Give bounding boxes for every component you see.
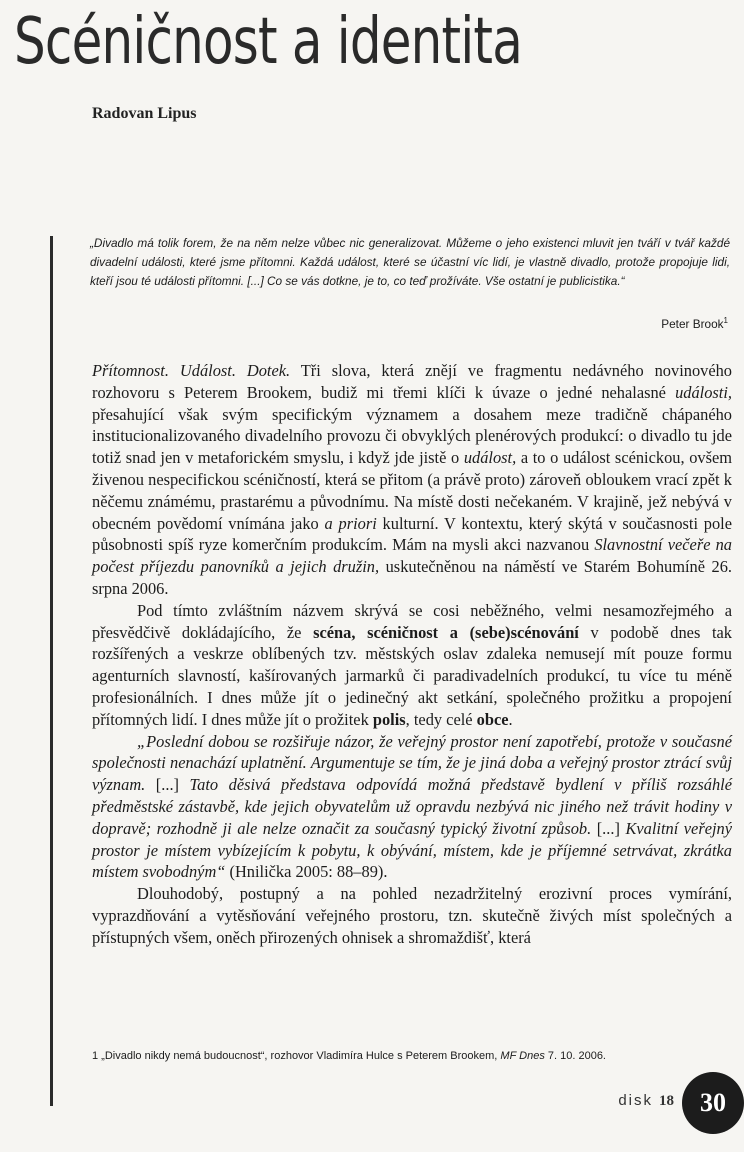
italic-span: Tato děsivá představa odpovídá možná představě bydlení v příliš rozsáhlé předměstské zástavbě, kde jejich obyvatelům už opravdu nezbývá nic jiného než trávit hodiny v dopravě; rozhodně ji ale nelze označit za současný typický životní způsob.: [92, 775, 732, 838]
text-span: Dlouhodobý, postupný a na pohled nezadržitelný erozivní proces vymírání, vyprazdňování a vytěsňování veřejného prostoru, tzn. skutečně živých míst společných a přístupných všem, oněch přirozených ohnisek a shromaždišť, která: [92, 884, 732, 947]
text-span: [...]: [145, 775, 190, 795]
article-body: [92, 360, 732, 949]
paragraph-2: [92, 600, 732, 731]
motto-author: [661, 316, 728, 331]
text-span: a to o událost scénickou, ovšem živenou nespecifickou scéničností, která se přitom (a právě proto) zároveň obloukem vrací zpět k něčemu známému, prastarému a původnímu. Na místě dosti nečekaném. V krajině, jež nebývá v obecném povědomí vnímána jako: [92, 448, 732, 533]
italic-span: Kvalitní veřejný prostor je místem vybízejícím k pobytu, k obývání, místem, kde je příjemné setrvávat, zkrátka místem svobodným“: [92, 818, 733, 882]
motto-quote: „Divadlo má tolik forem, že na něm nelze vůbec nic generalizovat. Můžeme o jeho existenci mluvit jen tváří v tvář každé divadelní události, které jsme přítomni. Každá událost, které se účastní víc lidí, je vlastně divadlo, protože propojuje lidi, kteří jsou té události přítomni. [...] Co se vás dotkne, je to, co teď prožíváte. Vše ostatní je publicistika.“: [90, 236, 730, 288]
motto-author-name: Peter Brook: [661, 316, 724, 331]
bold-span: polis: [372, 709, 406, 729]
italic-span: „Poslední dobou se rozšiřuje názor, že veřejný prostor není zapotřebí, protože v současné společnosti nenachází uplatnění. Argumentuje se tím, že je jiná doba a veřejný prostor ztrácí svůj význam.: [92, 731, 732, 795]
paragraph-4: [92, 883, 732, 948]
text-span: .: [508, 709, 513, 729]
italic-span: událost,: [463, 448, 517, 468]
text-span: [...]: [591, 818, 626, 838]
paragraph-3-quote: [92, 731, 732, 884]
italic-span: a priori: [324, 513, 377, 533]
lead-words: Přítomnost. Událost. Dotek.: [92, 361, 291, 380]
page-number: 30: [682, 1072, 744, 1134]
article-title: Scéničnost a identita: [14, 5, 523, 79]
journal-issue: [618, 1092, 674, 1110]
newspaper-name: MF Dnes: [500, 1050, 545, 1062]
text-span: Tři slova, která znějí ve fragmentu nedávného novinového rozhovoru s Peterem Brookem, budiž mi třemi klíči k úvaze o jedné nehalasné: [92, 361, 733, 402]
footnote: [92, 1050, 732, 1062]
motto-sidebar-line: [50, 236, 53, 1106]
footnote-marker: 1: [723, 316, 728, 325]
text-span: uskutečněnou na náměstí ve Starém Bohumíně 26. srpna 2006.: [92, 557, 733, 598]
bold-span: obce: [476, 709, 509, 729]
citation: (Hnilička 2005: 88–89).: [225, 862, 388, 882]
text-span: , tedy celé: [405, 709, 477, 729]
article-author: Radovan Lipus: [92, 105, 197, 122]
bold-span: scéna, scéničnost a (sebe)scénování: [313, 622, 579, 642]
paragraph-1: [92, 360, 732, 600]
journal-name: disk: [618, 1092, 653, 1109]
italic-span: události,: [675, 382, 732, 402]
text-span: kulturní. V kontextu, který skýtá v současnosti pole působnosti spíš ryze komerčním produkcím. Mám na mysli akci nazvanou: [92, 513, 733, 555]
text-span: přesahující však svým specifickým významem a dosahem meze tradičně chápaného institucionalizovaného divadelního provozu či obvyklých plenérových produkcí: o divadlo tu jde totiž snad jen v metaforickém smyslu, i když jde jistě o: [92, 404, 732, 468]
event-name: Slavnostní večeře na počest příjezdu panovníků a jejich družin,: [92, 535, 732, 577]
issue-number: 18: [659, 1093, 674, 1109]
text-span: Pod tímto zvláštním názvem skrývá se cosi neběžného, velmi nesamozřejmého a přesvědčivě dokládajícího, že: [92, 600, 732, 642]
text-span: v podobě dnes tak rozšířených a veskrze oblíbených tzv. městských oslav zdaleka nemusejí mít pouze formu agenturních slavností, kašírovaných jarmarků či paradivadelních produkcí, tu více tu méně profesionálních. I dnes může jít o jedinečný akt setkání, společného prožitku a propojení přítomných lidí. I dnes může jít o prožitek: [92, 622, 732, 729]
text-span: 7. 10. 2006.: [544, 1050, 606, 1062]
text-span: 1 „Divadlo nikdy nemá budoucnost“, rozhovor Vladimíra Hulce s Peterem Brookem,: [92, 1050, 501, 1062]
